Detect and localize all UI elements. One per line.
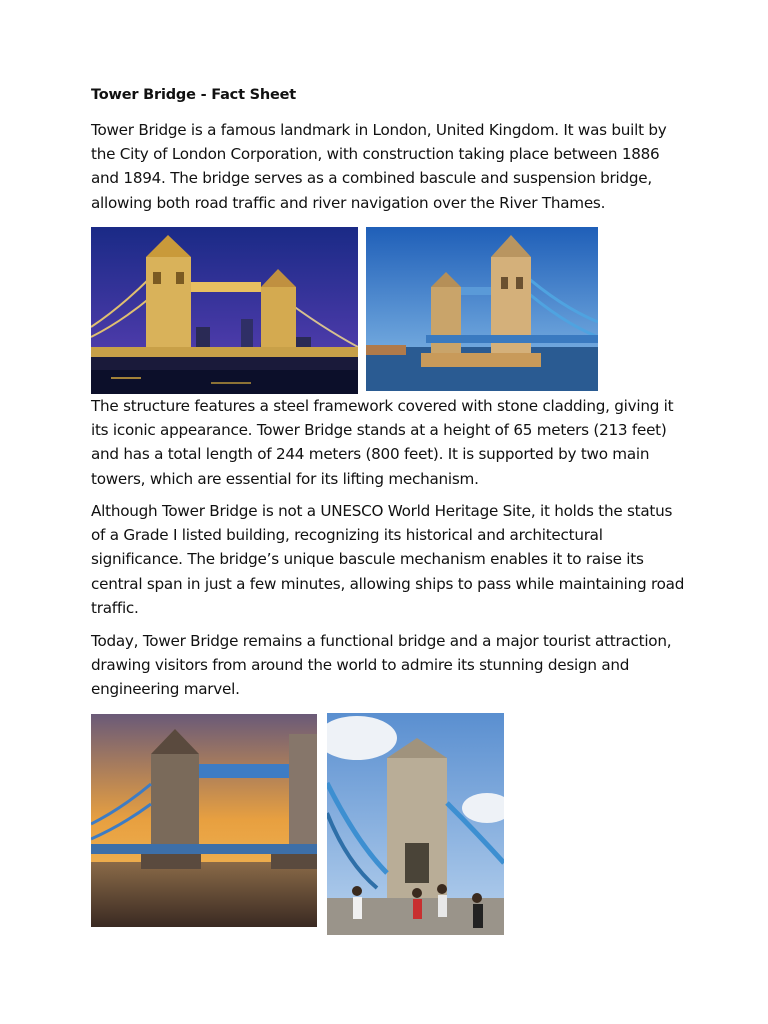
paragraph-heritage: Although Tower Bridge is not a UNESCO World Heritage Site, it holds the status of a Grade I listed building, recognizing its historical and architectural significance. The bridge’s unique bascule mechanism enables it to raise its central span in just a few minutes, allowing ships to pass while maintaining road traffic. (91, 502, 685, 617)
page-title: Tower Bridge - Fact Sheet (91, 87, 297, 103)
paragraph-today: Today, Tower Bridge remains a functional bridge and a major tourist attraction, drawing visitors from around the world to admire its stunning design and engineering marvel. (91, 632, 672, 699)
photo-tower-bridge-day (366, 227, 598, 391)
photo-tower-bridge-sunset (91, 714, 317, 927)
photo-tower-bridge-night (91, 227, 358, 394)
paragraph-intro: Tower Bridge is a famous landmark in London, United Kingdom. It was built by the City of London Corporation, with construction taking place between 1886 and 1894. The bridge serves as a combined bascule and suspension bridge, allowing both road traffic and river navigation over the River Thames. (91, 121, 667, 212)
photo-tower-bridge-walkway (327, 713, 504, 935)
paragraph-structure: The structure features a steel framework covered with stone cladding, giving it its iconic appearance. Tower Bridge stands at a height of 65 meters (213 feet) and has a total length of 244 meters (800 feet). It is supported by two main towers, which are essential for its lifting mechanism. (91, 397, 674, 488)
